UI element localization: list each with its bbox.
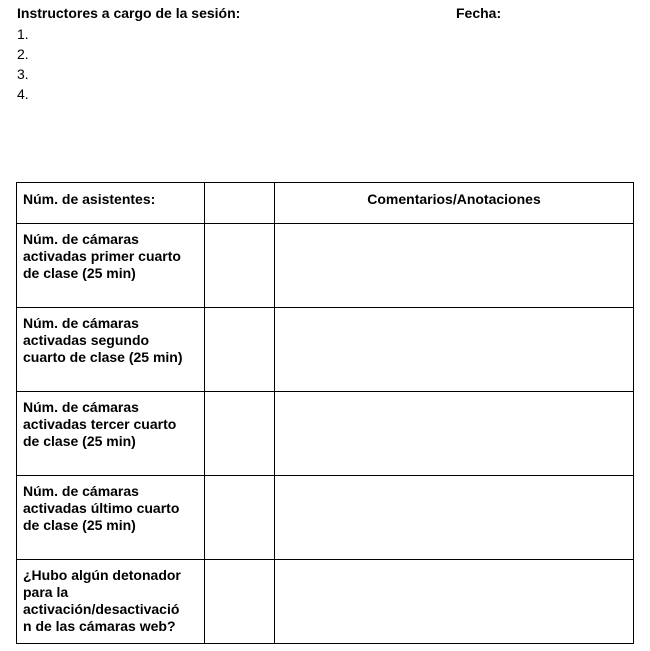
row-label-cell [17, 560, 205, 644]
row-value-cell[interactable] [205, 308, 275, 392]
instructor-list-item: 2. [17, 46, 29, 62]
row-value-cell[interactable] [205, 392, 275, 476]
row-label: Núm. de cámaras activadas tercer cuarto de clase (25 min) [23, 399, 177, 449]
attendees-value-cell[interactable] [205, 183, 275, 224]
row-label: Núm. de cámaras activadas segundo cuarto de clase (25 min) [23, 315, 183, 365]
instructor-list-item: 3. [17, 66, 29, 82]
row-label: Núm. de cámaras activadas primer cuarto de clase (25 min) [23, 231, 181, 281]
row-comment-cell[interactable] [275, 476, 634, 560]
comments-header: Comentarios/Anotaciones [275, 183, 634, 224]
row-comment-cell[interactable] [275, 308, 634, 392]
row-label: ¿Hubo algún detonador para la activación/desactivació n de las cámaras web? [23, 567, 181, 634]
session-table [16, 182, 634, 644]
table-row [17, 392, 634, 476]
row-comment-cell[interactable] [275, 392, 634, 476]
instructors-label: Instructores a cargo de la sesión: [17, 5, 241, 21]
row-value-cell[interactable] [205, 224, 275, 308]
instructor-list [17, 24, 29, 104]
row-label: Núm. de cámaras activadas último cuarto de clase (25 min) [23, 483, 180, 533]
instructor-list-item: 1. [17, 26, 29, 42]
row-comment-cell[interactable] [275, 560, 634, 644]
table-row [17, 224, 634, 308]
row-value-cell[interactable] [205, 560, 275, 644]
table-row [17, 476, 634, 560]
row-value-cell[interactable] [205, 476, 275, 560]
table-header-row [17, 183, 634, 224]
row-comment-cell[interactable] [275, 224, 634, 308]
row-label-cell [17, 224, 205, 308]
attendees-label-cell [17, 183, 205, 224]
row-label-cell [17, 476, 205, 560]
row-label-cell [17, 308, 205, 392]
row-label-cell [17, 392, 205, 476]
date-label: Fecha: [456, 5, 502, 21]
attendees-label: Núm. de asistentes: [23, 191, 156, 207]
table-row [17, 560, 634, 644]
instructor-list-item: 4. [17, 86, 29, 102]
table-row [17, 308, 634, 392]
